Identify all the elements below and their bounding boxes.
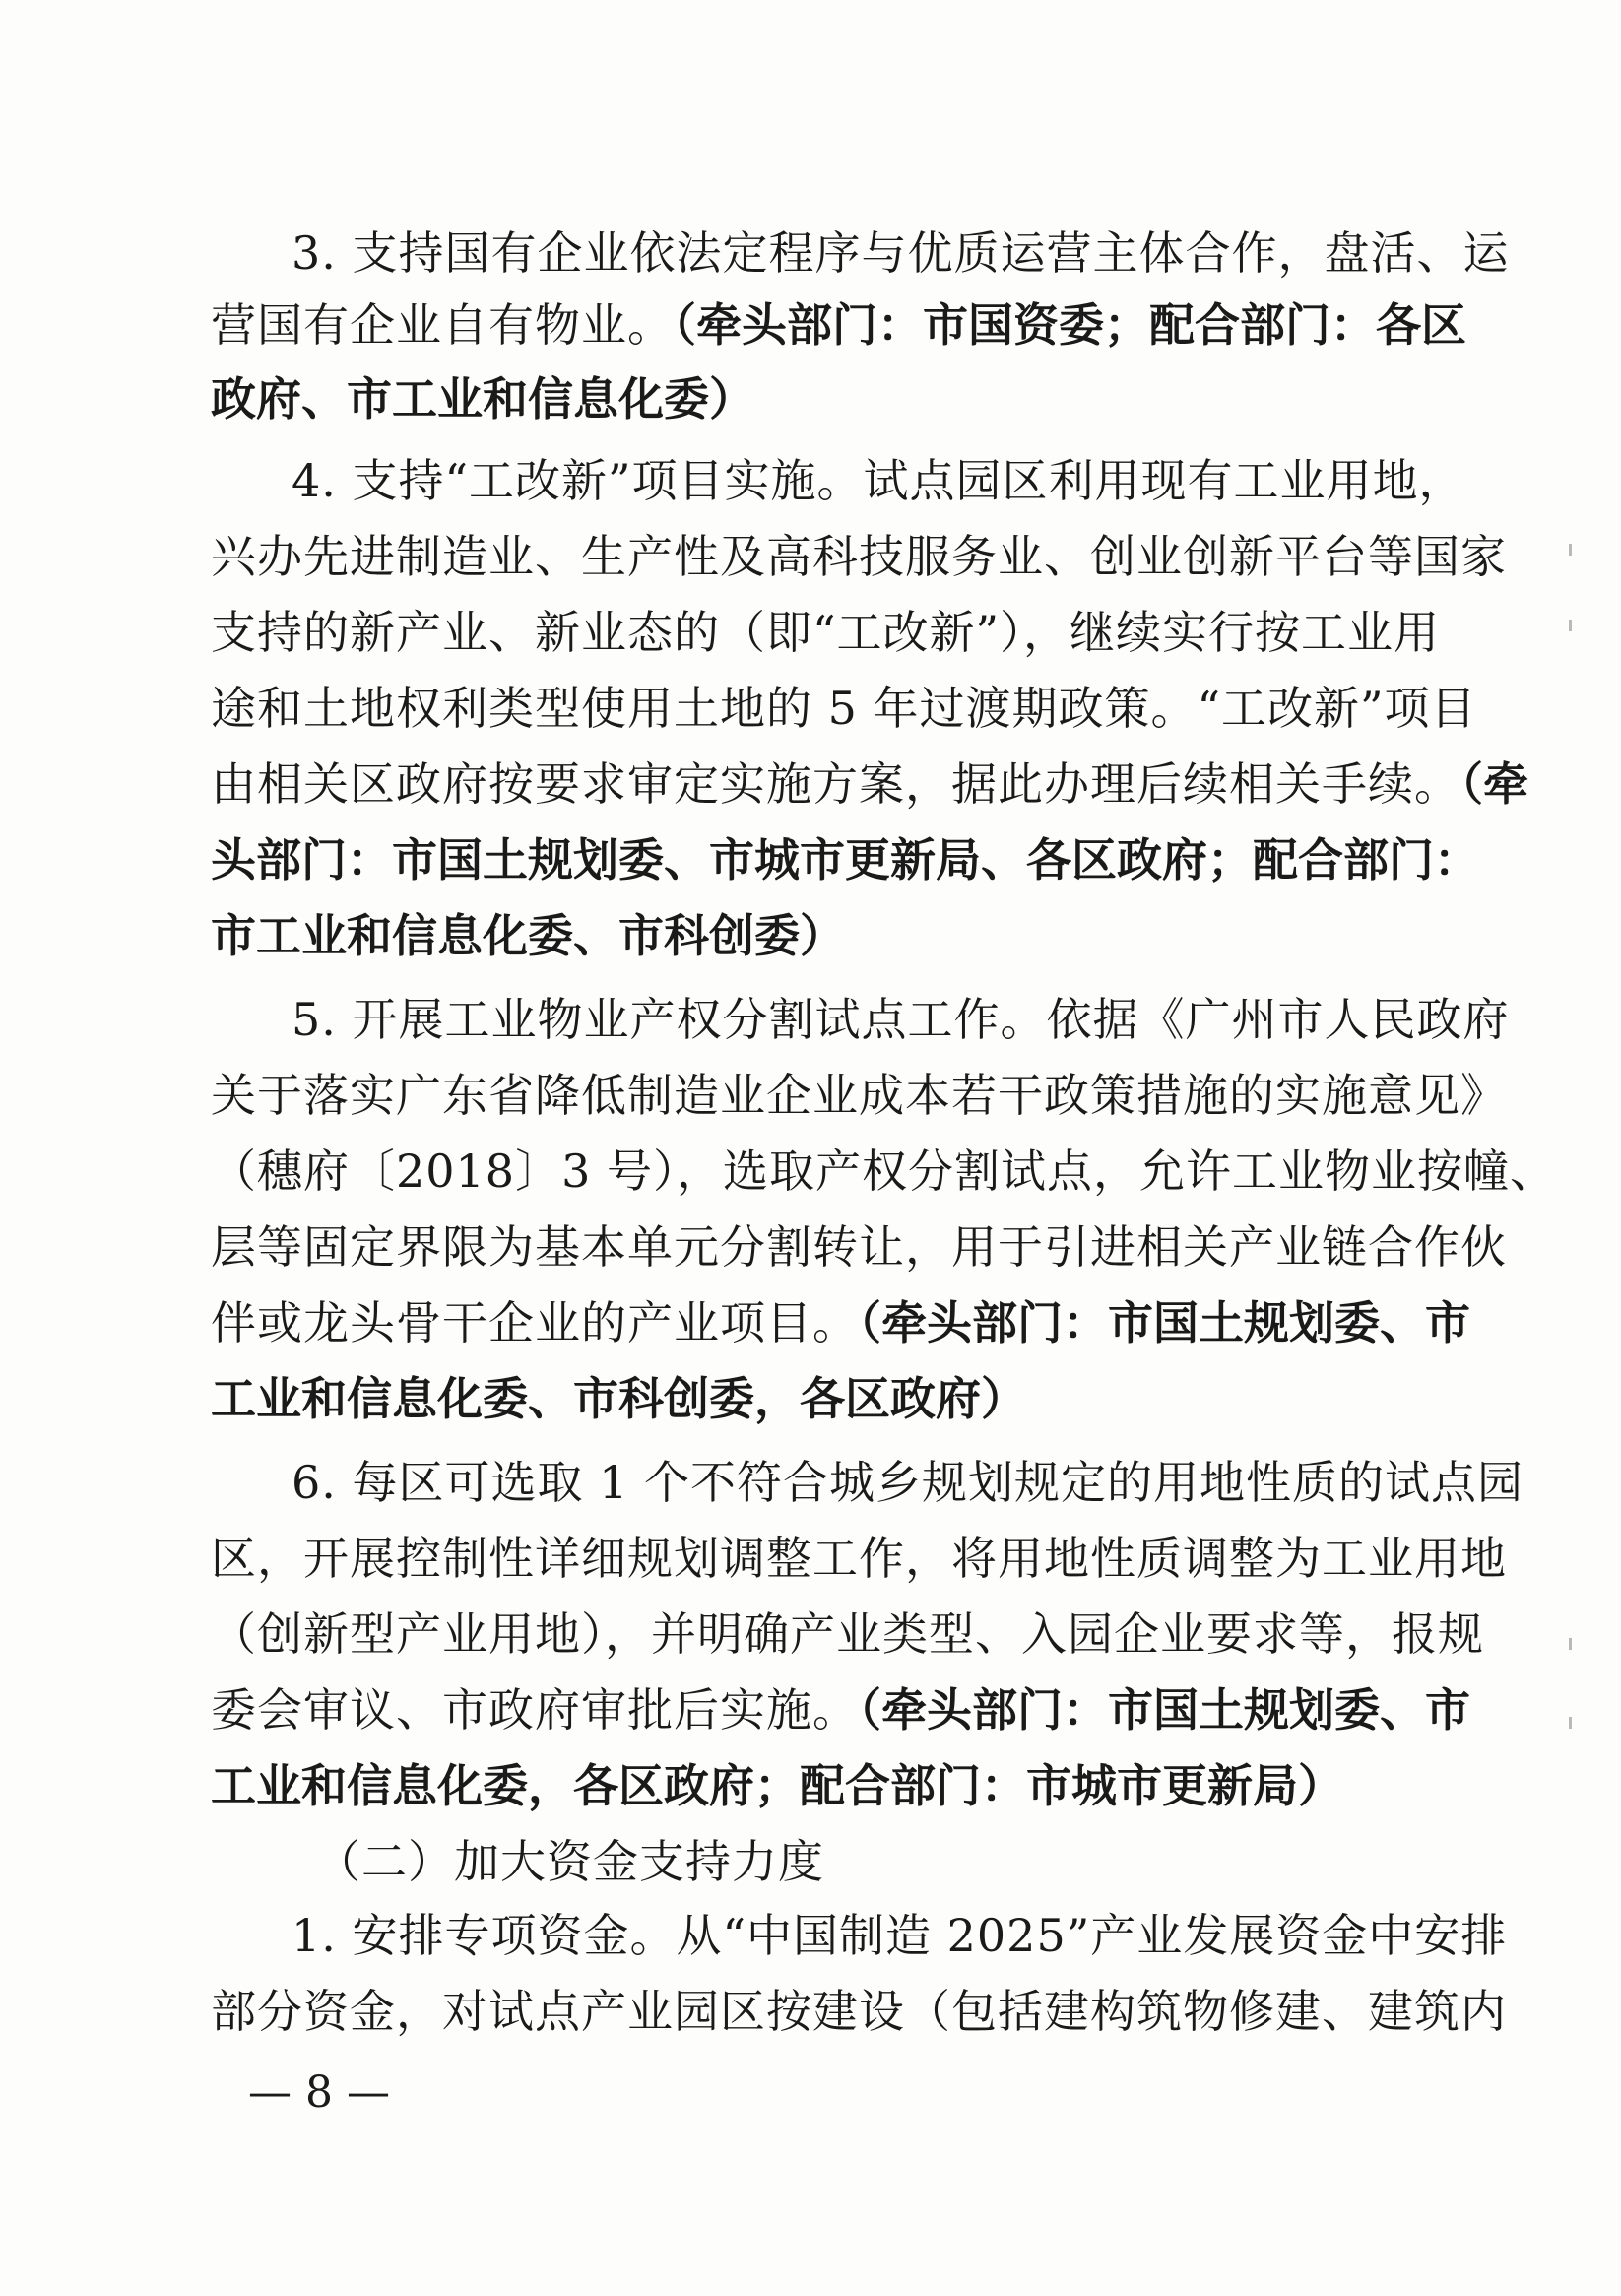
- paragraph-6-line-4-text: 委会审议、市政府审批后实施。: [211, 1683, 859, 1737]
- paragraph-4-line-7: 市工业和信息化委、市科创委）: [211, 909, 845, 962]
- paragraph-6-line-3: （创新型产业用地），并明确产业类型、入园企业要求等，报规: [211, 1607, 1484, 1661]
- paragraph-3-line-3: 政府、市工业和信息化委）: [211, 372, 754, 426]
- lead-department-note: （牵: [1460, 757, 1528, 811]
- paragraph-4-line-5: [211, 750, 1528, 819]
- paragraph-7-line-1: 1. 安排专项资金。从“中国制造 2025”产业发展资金中安排: [292, 1909, 1508, 1962]
- paragraph-4-line-5-text: 由相关区政府按要求审定实施方案，据此办理后续相关手续。: [211, 757, 1460, 811]
- paragraph-3-line-1: 3. 支持国有企业依法定程序与优质运营主体合作，盘活、运: [292, 227, 1510, 280]
- paragraph-4-line-4: 途和土地权利类型使用土地的 5 年过渡期政策。“工改新”项目: [211, 682, 1477, 735]
- paragraph-7-line-2: 部分资金，对试点产业园区按建设（包括建构筑物修建、建筑内: [211, 1985, 1507, 2038]
- paragraph-5-line-5: [211, 1288, 1470, 1357]
- paragraph-6-line-2: 区，开展控制性详细规划调整工作，将用地性质调整为工业用地: [211, 1532, 1507, 1585]
- scan-mark: [1569, 1717, 1572, 1729]
- scan-mark: [1569, 620, 1572, 631]
- paragraph-3-line-2: [211, 291, 1466, 360]
- paragraph-5-line-4: 层等固定界限为基本单元分割转让，用于引进相关产业链合作伙: [211, 1220, 1507, 1274]
- paragraph-5-line-5-text: 伴或龙头骨干企业的产业项目。: [211, 1296, 859, 1349]
- paragraph-4-line-2: 兴办先进制造业、生产性及高科技服务业、创业创新平台等国家: [211, 530, 1507, 583]
- section-heading: （二）加大资金支持力度: [315, 1835, 824, 1888]
- paragraph-3-line-2-text: 营国有企业自有物业。: [211, 298, 674, 352]
- lead-department-note: （牵头部门：市国土规划委、市: [859, 1296, 1470, 1349]
- paragraph-6-line-1: 6. 每区可选取 1 个不符合城乡规划规定的用地性质的试点园: [292, 1456, 1524, 1509]
- scan-mark: [1569, 1638, 1572, 1650]
- paragraph-5-line-3: （穗府〔2018〕3 号），选取产权分割试点，允许工业物业按幢、: [211, 1145, 1556, 1198]
- paragraph-6-line-5: 工业和信息化委，各区政府；配合部门：市城市更新局）: [211, 1759, 1343, 1812]
- paragraph-6-line-4: [211, 1675, 1470, 1744]
- scan-mark: [1569, 544, 1572, 556]
- paragraph-4-line-1: 4. 支持“工改新”项目实施。试点园区利用现有工业用地，: [292, 454, 1465, 507]
- paragraph-5-line-6: 工业和信息化委、市科创委，各区政府）: [211, 1372, 1026, 1425]
- paragraph-4-line-6: 头部门：市国土规划委、市城市更新局、各区政府；配合部门：: [211, 833, 1479, 886]
- lead-department-note: （牵头部门：市国土规划委、市: [859, 1683, 1470, 1737]
- paragraph-4-line-3: 支持的新产业、新业态的（即“工改新”），继续实行按工业用: [211, 606, 1441, 659]
- paragraph-5-line-2: 关于落实广东省降低制造业企业成本若干政策措施的实施意见》: [211, 1069, 1507, 1122]
- paragraph-5-line-1: 5. 开展工业物业产权分割试点工作。依据《广州市人民政府: [292, 993, 1510, 1046]
- page-number: — 8 —: [248, 2067, 390, 2118]
- lead-department-note: （牵头部门：市国资委；配合部门：各区: [674, 298, 1466, 352]
